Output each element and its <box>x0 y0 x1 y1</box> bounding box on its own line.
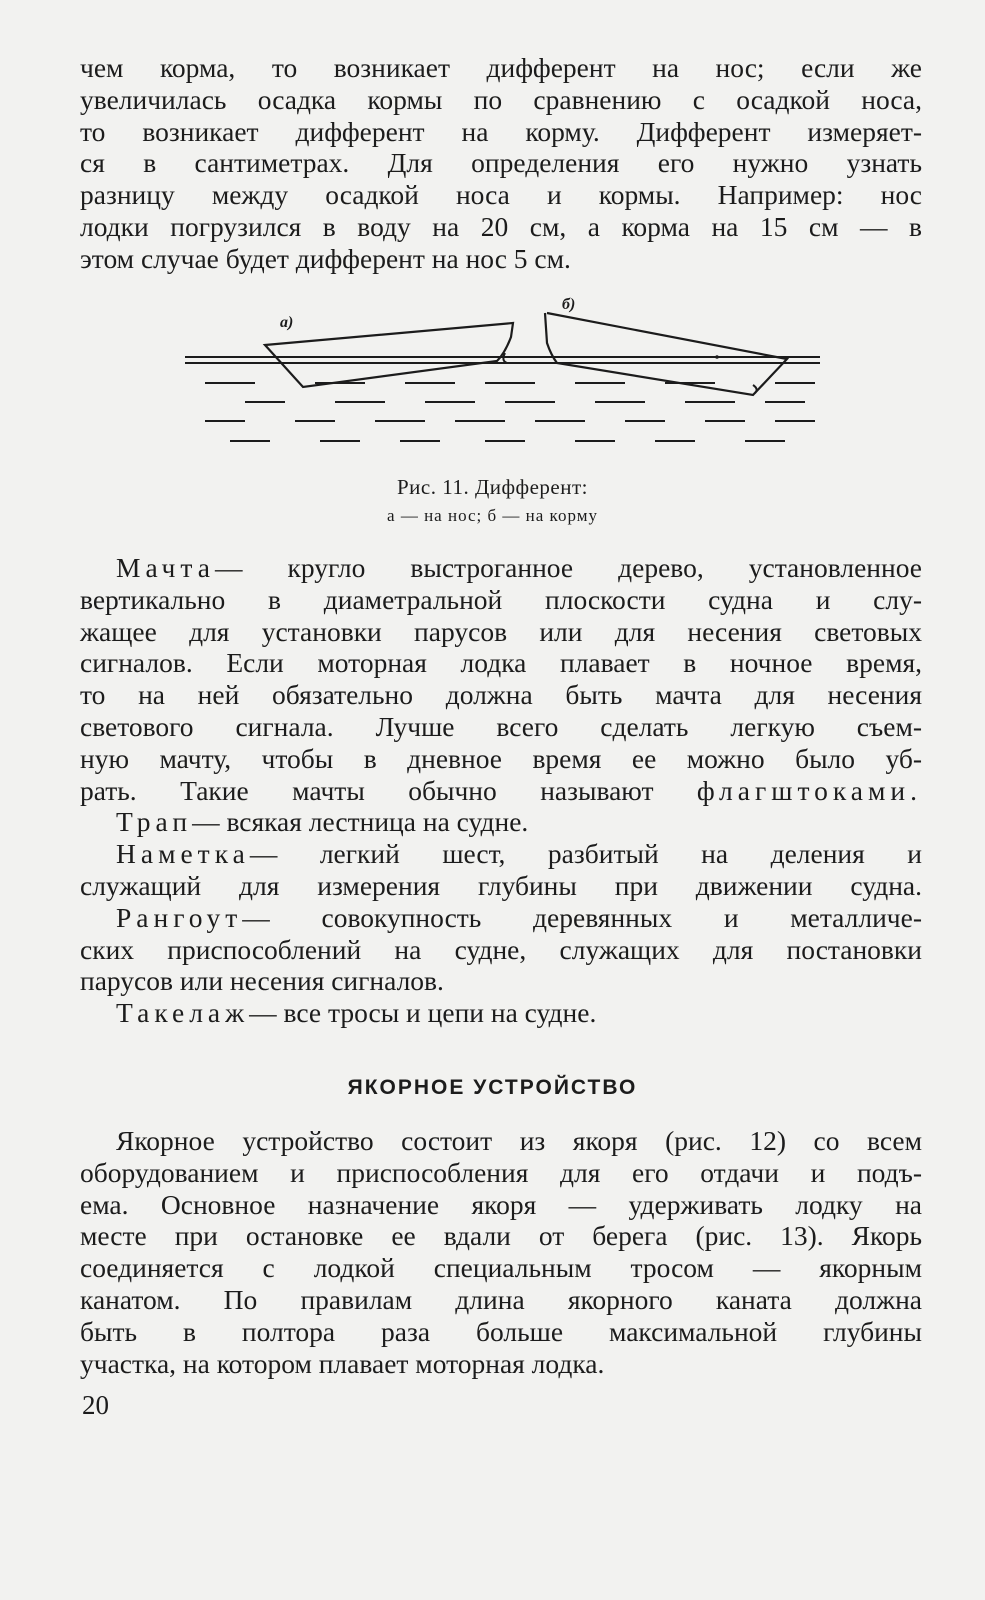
text-line: парусов или несения сигналов. <box>80 965 444 997</box>
text-line: служащий для измерения глубины при движении судна. <box>80 869 922 901</box>
text-line: сигналов. Если моторная лодка плавает в ночное время, <box>80 647 922 679</box>
text-line: рать. Такие мачты обычно называют флагштоками. <box>80 774 922 806</box>
term-mast: Мачта <box>116 552 215 583</box>
definitions <box>80 552 922 1029</box>
text-line: быть в полтора раза больше максимальной глубины <box>80 1315 922 1347</box>
boat-stern-trim <box>545 296 787 395</box>
text-line: увеличилась осадка кормы по сравнению с осадкой носа, <box>80 83 922 115</box>
label-b: б) <box>562 296 576 313</box>
text-line: ема. Основное назначение якоря — удерживать лодку на <box>80 1188 922 1220</box>
text-line: ся в сантиметрах. Для определения его нужно узнать <box>80 147 922 179</box>
paragraph-anchor <box>80 1125 922 1379</box>
text-line: Якорное устройство состоит из якоря (рис. 12) со всем <box>116 1125 922 1156</box>
text-line: ную мачту, чтобы в дневное время ее можно было уб- <box>80 742 922 774</box>
water-lines <box>185 357 820 441</box>
trim-figure <box>185 295 825 455</box>
text-line: разницу между осадкой носа и кормы. Например: нос <box>80 179 922 211</box>
term-pole: Наметка <box>116 838 250 870</box>
boat-bow-trim <box>265 314 513 387</box>
term-ladder: Трап <box>116 806 193 838</box>
text-line: то возникает дифферент на корму. Дифферент измеряет- <box>80 115 922 147</box>
text-line: жащее для установки парусов или для несения световых <box>80 615 922 647</box>
definition-spars: Рангоут— совокупность деревянных и металличе- <box>116 901 922 933</box>
figure-subcaption: а — на нос; б — на корму <box>387 506 598 525</box>
text-line: чем корма, то возникает дифферент на нос; если же <box>80 52 922 83</box>
definition-ladder: Трап— всякая лестница на судне. <box>116 806 529 838</box>
term-spars: Рангоут <box>116 901 243 933</box>
text-line: соединяется с лодкой специальным тросом — якорным <box>80 1252 922 1284</box>
text-line: месте при остановке ее вдали от берега (рис. 13). Якорь <box>80 1220 922 1252</box>
section-heading: ЯКОРНОЕ УСТРОЙСТВО <box>347 1076 638 1099</box>
figure-caption: Рис. 11. Дифферент: <box>396 475 588 499</box>
text-line: этом случае будет дифферент на нос 5 см. <box>80 242 571 274</box>
page-number: 20 <box>82 1390 109 1420</box>
text-line: канатом. По правилам длина якорного каната должна <box>80 1283 922 1315</box>
definition-rigging: Такелаж— все тросы и цепи на судне. <box>116 997 597 1029</box>
text-line: ских приспособлений на судне, служащих для постановки <box>80 933 922 965</box>
text-line: светового сигнала. Лучше всего сделать легкую съем- <box>80 710 922 742</box>
text-line: участка, на котором плавает моторная лодка. <box>80 1347 605 1379</box>
text-line: оборудованием и приспособления для его отдачи и подъ- <box>80 1156 922 1188</box>
text-line: то на ней обязательно должна быть мачта для несения <box>80 679 922 711</box>
definition-mast: Мачта— кругло выстроганное дерево, установленное <box>116 552 922 583</box>
paragraph-trim <box>80 52 922 275</box>
text-line: лодки погрузился в воду на 20 см, а корма на 15 см — в <box>80 210 922 242</box>
label-a: а) <box>280 314 294 331</box>
emphasis-flagstaffs: флагштоками. <box>696 774 922 806</box>
definition-pole: Наметка— легкий шест, разбитый на деления и <box>116 838 922 870</box>
text-line: вертикально в диаметральной плоскости судна и слу- <box>80 583 922 615</box>
term-rigging: Такелаж <box>116 997 250 1029</box>
